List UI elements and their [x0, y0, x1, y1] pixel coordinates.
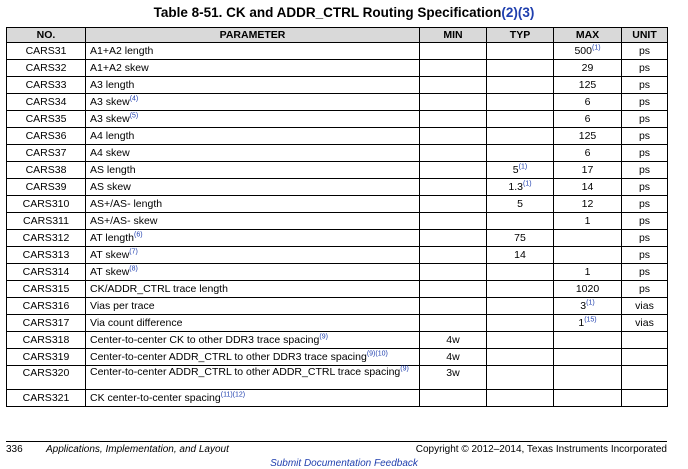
cell-no: [7, 196, 86, 213]
col-header-min: MIN: [420, 28, 487, 43]
cell-max: [554, 247, 622, 264]
cell-unit: [622, 349, 668, 366]
cell-min-value: 4w: [446, 334, 460, 346]
cell-typ-value: 5: [512, 164, 519, 176]
cell-min-value: 4w: [446, 351, 460, 363]
cell-typ: [487, 230, 554, 247]
cell-no: [7, 390, 86, 407]
table-row: [7, 196, 668, 213]
cell-max-value: 6: [584, 113, 591, 125]
cell-no-value: CARS39: [25, 181, 67, 193]
footnote-ref[interactable]: (1): [591, 44, 601, 52]
cell-typ-value: 14: [514, 249, 526, 261]
cell-no: [7, 162, 86, 179]
cell-max: [554, 315, 622, 332]
cell-no-value: CARS317: [22, 317, 70, 329]
cell-parameter: [86, 162, 420, 179]
table-row: [7, 179, 668, 196]
cell-typ: [487, 281, 554, 298]
cell-parameter: [86, 145, 420, 162]
cell-typ: [487, 349, 554, 366]
cell-max-value: 12: [581, 198, 594, 210]
cell-no: [7, 94, 86, 111]
cell-min: [420, 60, 487, 77]
cell-typ-value: 1.3: [508, 181, 524, 193]
cell-no-value: CARS315: [22, 283, 70, 295]
table-row: [7, 94, 668, 111]
cell-no-value: CARS34: [25, 96, 67, 108]
table-row: [7, 145, 668, 162]
cell-no-value: CARS37: [25, 147, 67, 159]
cell-min: [420, 179, 487, 196]
cell-max-value: 1: [584, 266, 591, 278]
footnote-ref[interactable]: (15): [584, 316, 597, 324]
cell-max-value: 125: [578, 79, 597, 91]
cell-max: [554, 43, 622, 60]
cell-parameter-value: AS skew: [90, 181, 131, 193]
cell-parameter-value: Center-to-center ADDR_CTRL to other ADDR_CTRL trace spacing: [90, 366, 401, 378]
cell-parameter-value: A1+A2 length: [90, 45, 154, 57]
cell-unit: [622, 145, 668, 162]
table-row: [7, 60, 668, 77]
table-row: [7, 247, 668, 264]
cell-typ: [487, 43, 554, 60]
cell-min: [420, 213, 487, 230]
cell-max: [554, 145, 622, 162]
cell-no-value: CARS38: [25, 164, 67, 176]
table-row: [7, 281, 668, 298]
cell-min: [420, 196, 487, 213]
cell-min: [420, 128, 487, 145]
table-row: [7, 213, 668, 230]
cell-parameter-value: CK/ADDR_CTRL trace length: [90, 283, 228, 295]
cell-unit-value: ps: [638, 147, 651, 159]
cell-parameter-value: AS+/AS- length: [90, 198, 163, 210]
cell-parameter: [86, 77, 420, 94]
cell-no: [7, 111, 86, 128]
cell-max: [554, 366, 622, 390]
footnote-ref[interactable]: (5): [129, 112, 139, 120]
cell-no-value: CARS32: [25, 62, 67, 74]
cell-unit-value: vias: [635, 300, 654, 312]
cell-min: [420, 94, 487, 111]
cell-parameter-value: A4 length: [90, 130, 135, 142]
cell-unit: [622, 94, 668, 111]
cell-parameter: [86, 298, 420, 315]
cell-min-value: 3w: [446, 367, 460, 379]
cell-unit-value: vias: [635, 317, 654, 329]
cell-unit: [622, 128, 668, 145]
cell-unit-value: ps: [638, 198, 651, 210]
cell-parameter-value: AT skew: [90, 249, 130, 261]
cell-unit-value: ps: [638, 215, 651, 227]
table-row: [7, 315, 668, 332]
cell-no: [7, 145, 86, 162]
cell-min: [420, 281, 487, 298]
cell-unit-value: ps: [638, 79, 651, 91]
cell-typ: [487, 298, 554, 315]
cell-max-value: 6: [584, 147, 591, 159]
cell-no: [7, 298, 86, 315]
cell-max: [554, 94, 622, 111]
cell-unit: [622, 332, 668, 349]
cell-parameter-value: AT skew: [90, 266, 130, 278]
cell-parameter: [86, 60, 420, 77]
cell-parameter-value: A3 skew: [90, 96, 130, 108]
footnote-ref[interactable]: (1): [586, 299, 595, 307]
table-row: [7, 349, 668, 366]
cell-parameter-value: AS+/AS- skew: [90, 215, 158, 227]
footnote-ref[interactable]: (9): [400, 365, 409, 373]
cell-no-value: CARS320: [22, 367, 70, 379]
cell-no-value: CARS35: [25, 113, 67, 125]
cell-parameter: [86, 315, 420, 332]
footnote-ref[interactable]: (9): [319, 333, 328, 341]
title-ref-3[interactable]: (3): [517, 5, 535, 20]
cell-parameter: [86, 247, 420, 264]
cell-typ: [487, 390, 554, 407]
cell-max: [554, 298, 622, 315]
cell-parameter: [86, 196, 420, 213]
header-row: [7, 28, 668, 43]
cell-min: [420, 77, 487, 94]
cell-parameter: [86, 390, 420, 407]
cell-parameter: [86, 94, 420, 111]
footnote-ref[interactable]: (1): [523, 180, 532, 188]
cell-min: [420, 111, 487, 128]
cell-parameter-value: Center-to-center ADDR_CTRL to other DDR3 trace spacing: [90, 351, 367, 363]
cell-unit-value: ps: [638, 266, 651, 278]
cell-typ: [487, 247, 554, 264]
cell-max-value: 125: [578, 130, 597, 142]
cell-max-value: 500: [574, 45, 592, 57]
cell-parameter: [86, 349, 420, 366]
footnote-ref[interactable]: (7): [129, 248, 138, 256]
cell-max: [554, 390, 622, 407]
cell-typ: [487, 77, 554, 94]
cell-min: [420, 264, 487, 281]
cell-no: [7, 60, 86, 77]
cell-max: [554, 264, 622, 281]
cell-max: [554, 162, 622, 179]
submit-feedback-link[interactable]: Submit Documentation Feedback: [270, 458, 418, 469]
table-row: [7, 77, 668, 94]
cell-min: [420, 390, 487, 407]
cell-parameter-value: Vias per trace: [90, 300, 155, 312]
cell-min: [420, 247, 487, 264]
cell-unit: [622, 179, 668, 196]
cell-typ: [487, 264, 554, 281]
cell-no: [7, 77, 86, 94]
cell-no-value: CARS321: [22, 392, 70, 404]
cell-no: [7, 213, 86, 230]
cell-min: [420, 349, 487, 366]
cell-no: [7, 315, 86, 332]
cell-max: [554, 77, 622, 94]
table-title-text: Table 8-51. CK and ADDR_CTRL Routing Specification: [153, 5, 502, 20]
table-row: [7, 128, 668, 145]
cell-no-value: CARS36: [25, 130, 67, 142]
cell-max: [554, 196, 622, 213]
cell-no: [7, 179, 86, 196]
routing-spec-table: [6, 27, 668, 407]
col-header-unit: UNIT: [622, 28, 668, 43]
cell-no: [7, 247, 86, 264]
footnote-ref[interactable]: (4): [129, 95, 139, 103]
cell-no-value: CARS314: [22, 266, 70, 278]
cell-no-value: CARS31: [25, 45, 67, 57]
cell-unit: [622, 247, 668, 264]
table-body: [7, 43, 668, 407]
cell-parameter: [86, 111, 420, 128]
cell-unit: [622, 111, 668, 128]
cell-max-value: 1: [578, 317, 585, 329]
cell-no: [7, 230, 86, 247]
cell-no: [7, 332, 86, 349]
cell-min: [420, 162, 487, 179]
cell-max: [554, 111, 622, 128]
cell-max: [554, 213, 622, 230]
table-row: [7, 298, 668, 315]
cell-max-value: 17: [581, 164, 594, 176]
cell-typ: [487, 111, 554, 128]
cell-unit-value: ps: [638, 45, 651, 57]
footnote-ref[interactable]: (11)(12): [220, 391, 246, 399]
cell-typ: [487, 179, 554, 196]
cell-max: [554, 332, 622, 349]
cell-max: [554, 230, 622, 247]
cell-no-value: CARS318: [22, 334, 70, 346]
cell-typ: [487, 128, 554, 145]
cell-parameter-value: A1+A2 skew: [90, 62, 149, 74]
cell-parameter-value: AS length: [90, 164, 136, 176]
cell-no-value: CARS313: [22, 249, 70, 261]
cell-unit-value: ps: [638, 232, 651, 244]
table-row: [7, 162, 668, 179]
cell-parameter: [86, 230, 420, 247]
cell-unit: [622, 315, 668, 332]
cell-parameter-value: Via count difference: [90, 317, 183, 329]
table-row: [7, 332, 668, 349]
cell-no: [7, 349, 86, 366]
table-row: [7, 43, 668, 60]
footnote-ref[interactable]: (8): [129, 265, 138, 273]
title-ref-2[interactable]: (2): [501, 5, 518, 20]
cell-unit: [622, 60, 668, 77]
cell-unit: [622, 77, 668, 94]
cell-unit: [622, 230, 668, 247]
cell-max-value: 3: [580, 300, 587, 312]
footer-divider: [6, 441, 667, 442]
cell-min: [420, 366, 487, 390]
cell-no-value: CARS33: [25, 79, 67, 91]
cell-max: [554, 349, 622, 366]
cell-parameter-value: CK center-to-center spacing: [90, 392, 221, 404]
footnote-ref[interactable]: (6): [133, 231, 143, 239]
cell-typ: [487, 60, 554, 77]
cell-min: [420, 315, 487, 332]
cell-typ: [487, 94, 554, 111]
cell-parameter-value: A3 skew: [90, 113, 130, 125]
copyright: Copyright © 2012–2014, Texas Instruments Incorporated: [415, 444, 667, 455]
footnote-ref[interactable]: (1): [518, 163, 528, 171]
cell-unit-value: ps: [638, 96, 651, 108]
cell-parameter-value: A3 length: [90, 79, 135, 91]
cell-parameter: [86, 179, 420, 196]
cell-parameter: [86, 43, 420, 60]
cell-no-value: CARS319: [22, 351, 70, 363]
cell-typ: [487, 315, 554, 332]
cell-max-value: 29: [581, 62, 594, 74]
cell-min: [420, 43, 487, 60]
cell-typ: [487, 196, 554, 213]
cell-typ-value: 75: [514, 232, 526, 244]
section-title: Applications, Implementation, and Layout: [46, 444, 229, 455]
cell-typ: [487, 145, 554, 162]
cell-unit: [622, 264, 668, 281]
cell-min: [420, 332, 487, 349]
cell-parameter-value: AT length: [90, 232, 134, 244]
cell-max: [554, 179, 622, 196]
table-row: [7, 111, 668, 128]
col-header-max: MAX: [554, 28, 622, 43]
cell-unit: [622, 366, 668, 390]
cell-parameter-value: Center-to-center CK to other DDR3 trace spacing: [90, 334, 320, 346]
col-header-typ: TYP: [487, 28, 554, 43]
cell-no: [7, 264, 86, 281]
cell-min: [420, 298, 487, 315]
cell-parameter: [86, 366, 420, 390]
cell-unit: [622, 196, 668, 213]
cell-max: [554, 128, 622, 145]
cell-unit: [622, 298, 668, 315]
cell-no-value: CARS311: [23, 215, 69, 227]
cell-parameter: [86, 213, 420, 230]
cell-no-value: CARS312: [22, 232, 70, 244]
cell-unit-value: ps: [638, 164, 651, 176]
col-header-parameter: PARAMETER: [86, 28, 420, 43]
cell-parameter-value: A4 skew: [90, 147, 130, 159]
col-header-no: NO.: [7, 28, 86, 43]
cell-unit-value: ps: [638, 130, 651, 142]
table-row: [7, 366, 668, 390]
cell-typ: [487, 213, 554, 230]
cell-max: [554, 281, 622, 298]
table-row: [7, 390, 668, 407]
cell-no-value: CARS310: [22, 198, 70, 210]
cell-unit-value: ps: [638, 181, 651, 193]
cell-max-value: 6: [584, 96, 591, 108]
cell-typ: [487, 162, 554, 179]
cell-parameter: [86, 128, 420, 145]
cell-unit: [622, 162, 668, 179]
cell-unit: [622, 281, 668, 298]
footnote-ref[interactable]: (9)(10): [366, 350, 388, 358]
cell-unit: [622, 43, 668, 60]
table-row: [7, 230, 668, 247]
cell-unit-value: ps: [638, 249, 651, 261]
cell-parameter: [86, 281, 420, 298]
cell-no-value: CARS316: [22, 300, 70, 312]
cell-max: [554, 60, 622, 77]
cell-no: [7, 43, 86, 60]
cell-typ-value: 5: [517, 198, 523, 210]
cell-unit-value: ps: [638, 62, 651, 74]
cell-max-value: 1020: [575, 283, 600, 295]
cell-max-value: 1: [584, 215, 591, 227]
cell-no: [7, 281, 86, 298]
cell-typ: [487, 366, 554, 390]
table-row: [7, 264, 668, 281]
cell-unit-value: ps: [638, 113, 651, 125]
cell-parameter: [86, 332, 420, 349]
cell-typ: [487, 332, 554, 349]
cell-unit: [622, 390, 668, 407]
cell-parameter: [86, 264, 420, 281]
cell-unit-value: ps: [638, 283, 651, 295]
cell-min: [420, 230, 487, 247]
cell-no: [7, 128, 86, 145]
cell-min: [420, 145, 487, 162]
cell-max-value: 14: [581, 181, 594, 193]
cell-no: [7, 366, 86, 390]
page-number: 336: [6, 444, 23, 455]
table-title: [0, 5, 688, 20]
cell-unit: [622, 213, 668, 230]
